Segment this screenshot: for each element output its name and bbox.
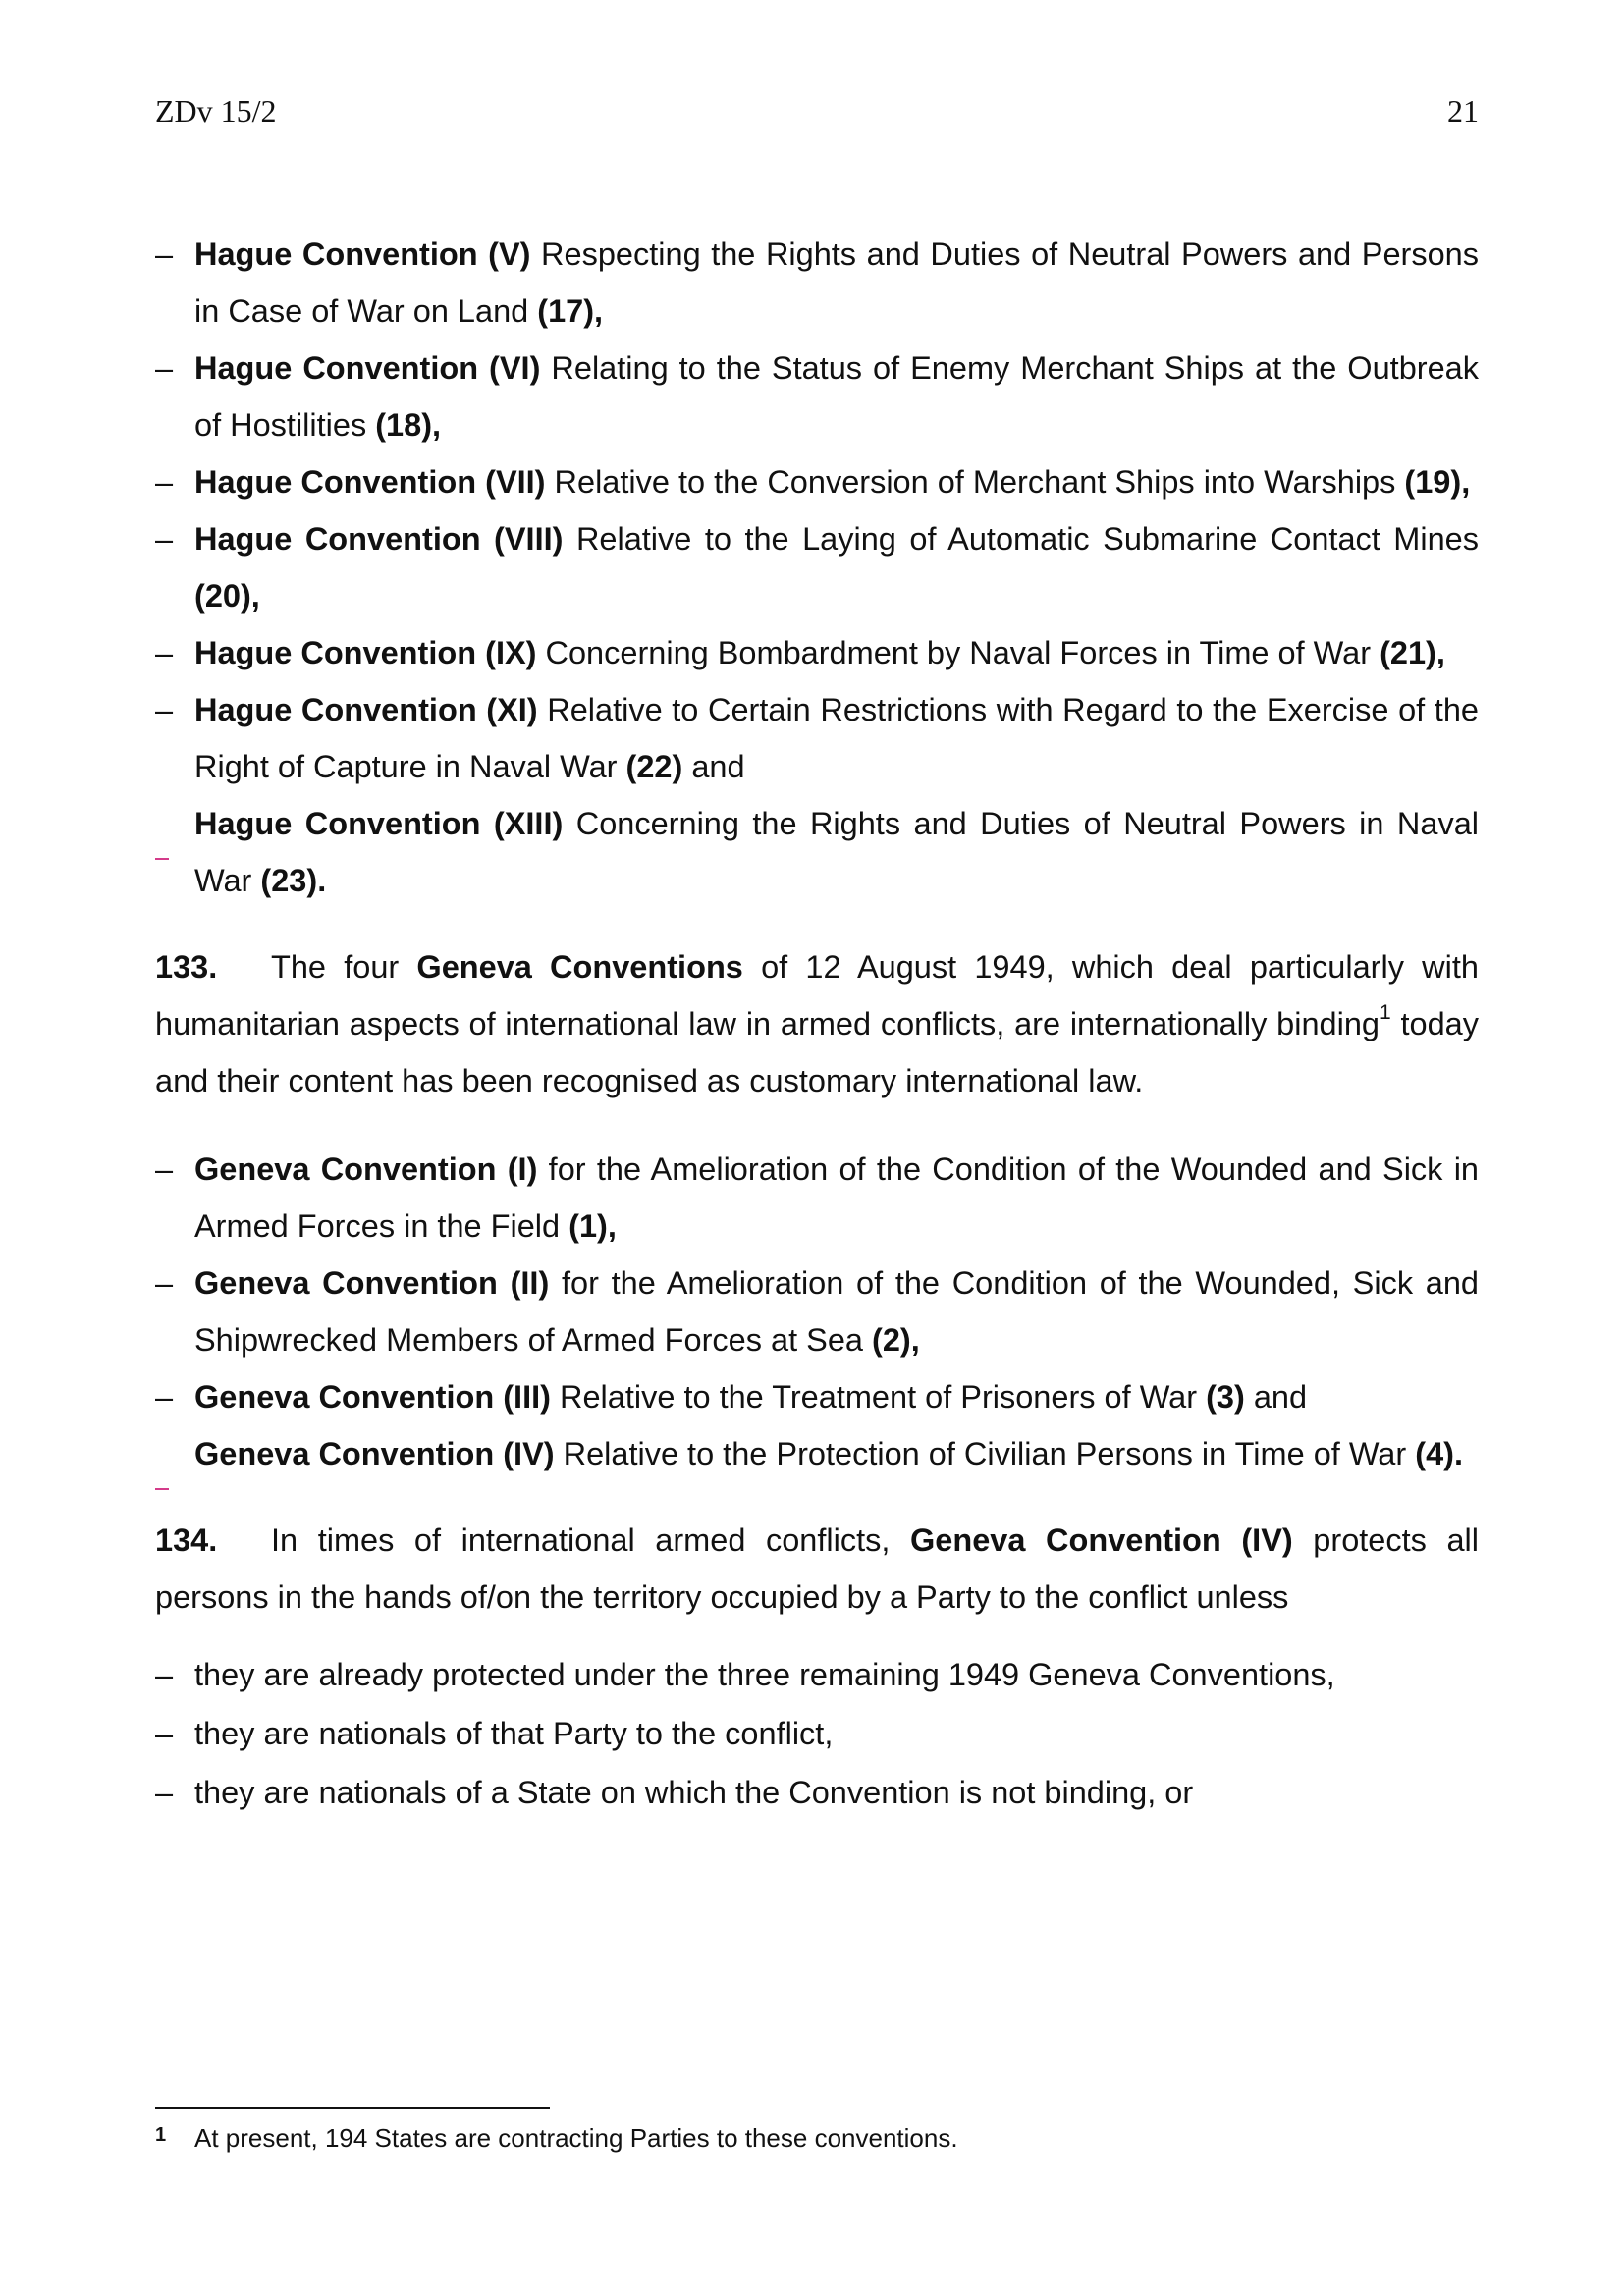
dash-bullet: – — [155, 1151, 174, 1187]
footnote-text: At present, 194 States are contracting Parties to these conventions. — [194, 2123, 958, 2153]
dash-bullet: – — [155, 1775, 174, 1810]
dash-bullet: – — [155, 692, 174, 727]
geneva-conventions-list — [155, 1141, 1479, 1482]
dash-bullet: – — [155, 237, 174, 272]
dash-bullet: – — [155, 521, 174, 557]
footnote — [155, 2117, 1432, 2156]
list-item: – they are already protected under the three remaining 1949 Geneva Conventions, — [155, 1645, 1479, 1704]
list-item: – they are nationals of a State on which the Convention is not binding, or — [155, 1763, 1479, 1822]
dash-bullet: – — [155, 1716, 174, 1751]
paragraph-number: 134. — [155, 1522, 218, 1558]
page-body — [155, 226, 1479, 1822]
paragraph-133: 133. The four Geneva Conventions of 12 August 1949, which deal particularly with humanitarian aspects of international law in armed conflicts, are internationally binding$^1$ today and their content has been recognised as customary international law. — [155, 938, 1479, 1109]
list-item: – Hague Convention (VIII) Relative to the Laying of Automatic Submarine Contact Mines (20), — [155, 510, 1479, 624]
dash-bullet: – — [155, 1379, 174, 1415]
list-item: – Geneva Convention (II) for the Amelioration of the Condition of the Wounded, Sick and Shipwrecked Members of Armed Forces at Sea (2), — [155, 1255, 1479, 1368]
footnote-reference[interactable]: 1 — [1380, 1001, 1391, 1025]
page-number: 21 — [1447, 93, 1479, 129]
document-id: ZDv 15/2 — [155, 93, 277, 129]
hague-conventions-list — [155, 226, 1479, 909]
footnote-separator — [155, 2107, 550, 2109]
footnote-mark: 1 — [155, 2124, 167, 2146]
paragraph-134: 134. In times of international armed conflicts, Geneva Convention (IV) protects all persons in the hands of/on the territory occupied by a Party to the conflict unless — [155, 1512, 1479, 1626]
page-header — [155, 93, 1479, 133]
list-item: – Hague Convention (VI) Relating to the Status of Enemy Merchant Ships at the Outbreak of Hostilities (18), — [155, 340, 1479, 454]
dash-bullet: – — [155, 1265, 174, 1301]
list-item: – Hague Convention (XI) Relative to Certain Restrictions with Regard to the Exercise of the Right of Capture in Naval War (22) and — [155, 681, 1479, 795]
list-item: – they are nationals of that Party to the conflict, — [155, 1704, 1479, 1763]
list-item: Geneva Convention (IV) Relative to the Protection of Civilian Persons in Time of War (4). — [155, 1425, 1479, 1482]
dash-marker — [155, 1425, 185, 1490]
list-item: Hague Convention (XIII) Concerning the Rights and Duties of Neutral Powers in Naval War (23). — [155, 795, 1479, 909]
dash-bullet: – — [155, 464, 174, 500]
list-item: – Geneva Convention (III) Relative to the Treatment of Prisoners of War (3) and — [155, 1368, 1479, 1425]
dash-marker — [155, 795, 185, 860]
dash-bullet: – — [155, 635, 174, 670]
dash-bullet: – — [155, 1657, 174, 1692]
list-item: – Hague Convention (VII) Relative to the Conversion of Merchant Ships into Warships (19), — [155, 454, 1479, 510]
list-item: – Geneva Convention (I) for the Amelioration of the Condition of the Wounded and Sick in Armed Forces in the Field (1), — [155, 1141, 1479, 1255]
paragraph-number: 133. — [155, 949, 218, 985]
list-item: – Hague Convention (V) Respecting the Rights and Duties of Neutral Powers and Persons in Case of War on Land (17), — [155, 226, 1479, 340]
list-item: – Hague Convention (IX) Concerning Bombardment by Naval Forces in Time of War (21), — [155, 624, 1479, 681]
exceptions-list — [155, 1645, 1479, 1822]
dash-bullet: – — [155, 350, 174, 386]
